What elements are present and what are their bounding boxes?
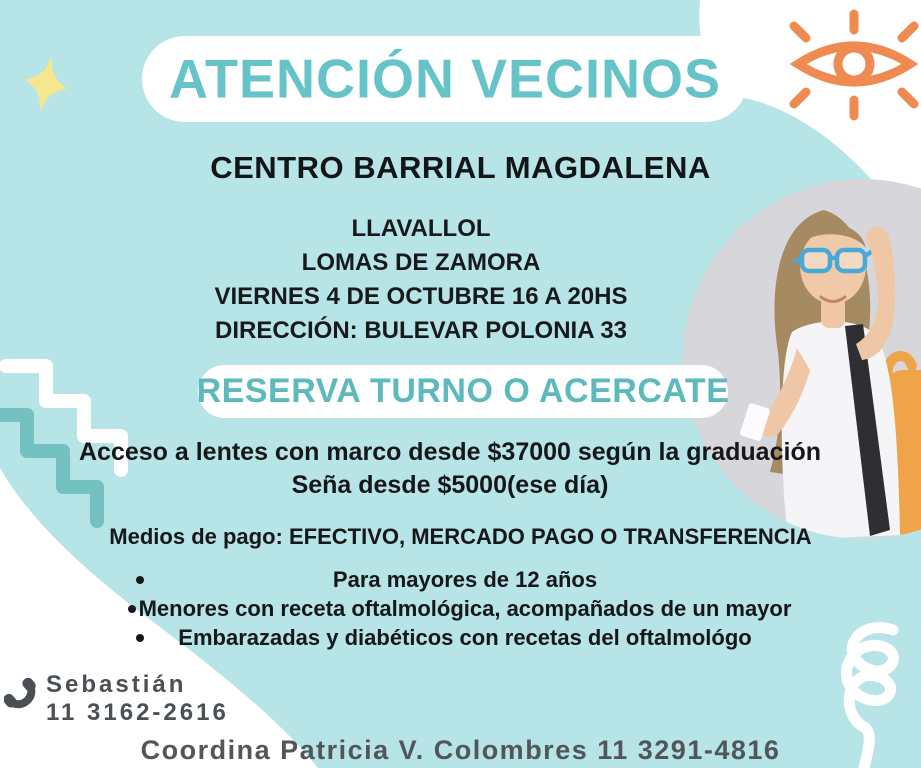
rule-text: Para mayores de 12 años xyxy=(332,567,598,592)
page-title: ATENCIÓN VECINOS xyxy=(168,48,722,110)
coordinator-line: Coordina Patricia V. Colombres 11 3291-4816 xyxy=(140,735,781,765)
girl-raised-hand xyxy=(866,227,888,249)
cta-text: RESERVA TURNO O ACERCATE xyxy=(196,372,730,410)
bullet-dot xyxy=(136,634,144,642)
pricing-info xyxy=(55,436,845,502)
detail-datetime: VIERNES 4 DE OCTUBRE 16 A 20HS xyxy=(214,283,628,310)
phone-icon xyxy=(4,678,44,718)
contact-name: Sebastián xyxy=(46,671,187,698)
pricing-line-2: Seña desde $5000(ese día) xyxy=(291,471,609,499)
payment-methods: Medios de pago: EFECTIVO, MERCADO PAGO O TRANSFERENCIA xyxy=(109,524,812,549)
bullet-dot xyxy=(128,605,136,613)
rule-item xyxy=(95,594,835,623)
bullet-dot xyxy=(136,576,144,584)
rule-text: Embarazadas y diabéticos con recetas del oftalmológo xyxy=(178,625,752,650)
eligibility-rules xyxy=(95,565,835,652)
rule-item xyxy=(95,565,835,594)
rule-text: Menores con receta oftalmológica, acompañados de un mayor xyxy=(138,596,792,621)
detail-district: LOMAS DE ZAMORA xyxy=(301,249,541,276)
event-details xyxy=(60,212,782,348)
detail-locality: LLAVALLOL xyxy=(351,215,491,242)
venue-name: CENTRO BARRIAL MAGDALENA xyxy=(210,150,711,185)
cta-banner xyxy=(198,365,728,418)
detail-address: DIRECCIÓN: BULEVAR POLONIA 33 xyxy=(214,317,628,344)
sparkle-icon xyxy=(19,52,74,116)
contact-phone: 11 3162-2616 xyxy=(46,699,229,726)
pricing-line-1: Acceso a lentes con marco desde $37000 según la graduación xyxy=(79,438,821,466)
rule-item xyxy=(95,623,835,652)
title-banner xyxy=(142,36,748,122)
